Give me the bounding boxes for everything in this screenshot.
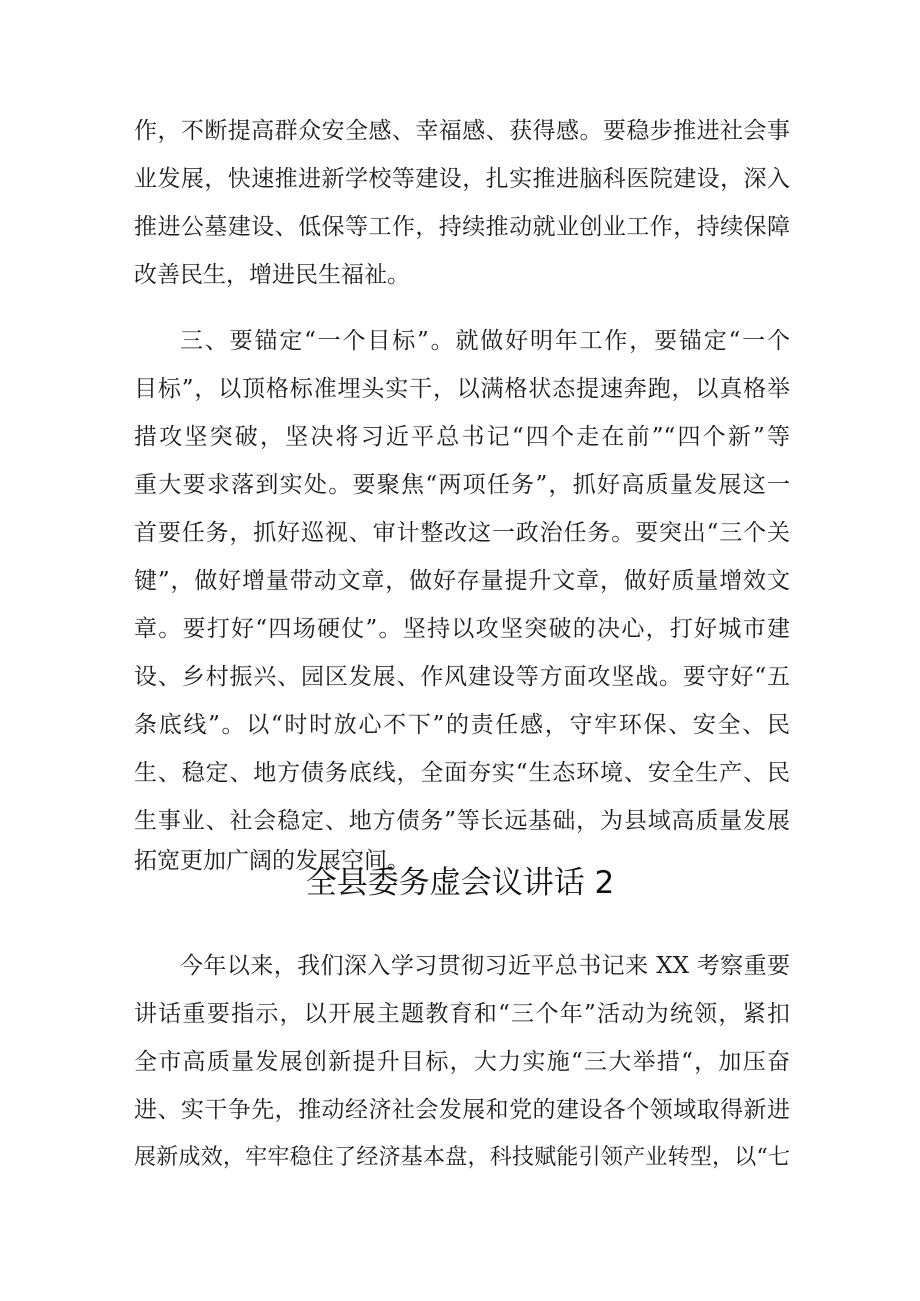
text-line: 重大要求落到实处。要聚焦“两项任务”，抓好高质量发展这一	[134, 472, 790, 498]
text-line: 目标”，以顶格标准埋头实干，以满格状态提速奔跑，以真格举	[134, 376, 790, 402]
text-line: 设、乡村振兴、园区发展、作风建设等方面攻坚战。要守好“五	[134, 664, 790, 690]
text-line: 三、要锚定“一个目标”。就做好明年工作，要锚定“一个	[180, 328, 790, 354]
text-line: 全市高质量发展创新提升目标，大力实施“三大举措“，加压奋	[134, 1049, 790, 1075]
text-line: 措攻坚突破，坚决将习近平总书记“四个走在前”“四个新”等	[134, 424, 790, 450]
text-line: 讲话重要指示，以开展主题教育和“三个年”活动为统领，紧扣	[134, 1001, 790, 1027]
text-line: 作，不断提高群众安全感、幸福感、获得感。要稳步推进社会事	[134, 118, 790, 144]
text-line: 改善民生，增进民生福祉。	[134, 262, 410, 288]
text-line: 业发展，快速推进新学校等建设，扎实推进脑科医院建设，深入	[134, 166, 790, 192]
text-line: 展新成效，牢牢稳住了经济基本盘，科技赋能引领产业转型，以“七	[134, 1145, 790, 1170]
text-line: 章。要打好“四场硬仗”。坚持以攻坚突破的决心，打好城市建	[134, 616, 790, 642]
text-line: 今年以来，我们深入学习贯彻习近平总书记来 XX 考察重要	[180, 953, 790, 979]
section-title: 全县委务虚会议讲话 2	[305, 865, 615, 901]
text-line: 首要任务，抓好巡视、审计整改这一政治任务。要突出“三个关	[134, 520, 790, 546]
text-line: 条底线”。以“时时放心不下”的责任感，守牢环保、安全、民	[134, 712, 790, 738]
text-line: 键”，做好增量带动文章，做好存量提升文章，做好质量增效文	[134, 568, 790, 594]
text-line: 生事业、社会稳定、地方债务”等长远基础，为县域高质量发展	[134, 808, 790, 834]
text-line: 进、实干争先，推动经济社会发展和党的建设各个领域取得新进	[134, 1097, 790, 1123]
text-line: 推进公墓建设、低保等工作，持续推动就业创业工作，持续保障	[134, 214, 790, 240]
text-line: 生、稳定、地方债务底线，全面夯实“生态环境、安全生产、民	[134, 760, 790, 786]
text-line: 拓宽更加广阔的发展空间。	[134, 848, 410, 874]
